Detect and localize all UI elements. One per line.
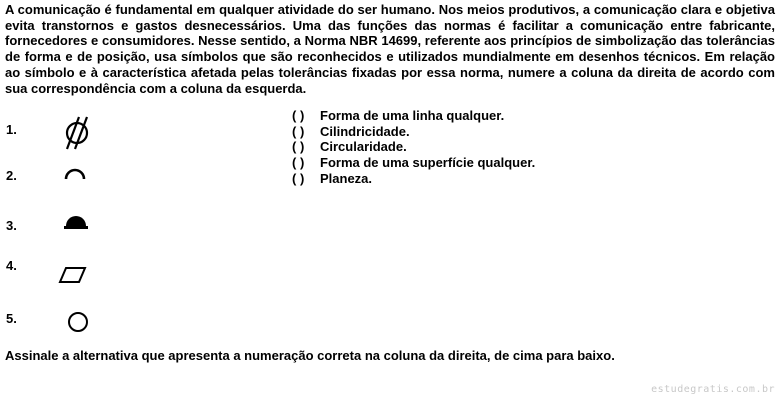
question-instruction: Assinale a alternativa que apresenta a numeração correta na coluna da direita, de cima para baixo. [5, 348, 615, 363]
option-paren-3[interactable]: ( ) [292, 139, 305, 155]
option-row-4 [292, 155, 535, 171]
option-row-1 [292, 108, 535, 124]
line-profile-icon [64, 166, 88, 180]
option-paren-4[interactable]: ( ) [292, 155, 305, 171]
item-number-5: 5. [6, 311, 17, 326]
cylindricity-icon [58, 116, 98, 150]
option-text-5: Planeza. [320, 170, 373, 186]
surface-profile-icon [63, 213, 89, 231]
option-row-5 [292, 171, 535, 187]
option-text-2: Cilindricidade. [320, 123, 410, 139]
item-number-3: 3. [6, 218, 17, 233]
option-text-1: Forma de uma linha qualquer. [320, 108, 505, 123]
option-paren-5[interactable]: ( ) [292, 170, 305, 186]
option-paren-1[interactable]: ( ) [292, 108, 305, 123]
item-number-1: 1. [6, 122, 17, 137]
flatness-icon [58, 266, 88, 284]
item-number-4: 4. [6, 258, 17, 273]
option-text-4: Forma de uma superfície qualquer. [320, 155, 536, 171]
option-row-2 [292, 124, 535, 140]
option-text-3: Circularidade. [320, 139, 407, 155]
circularity-icon [66, 310, 90, 334]
right-column-options [292, 108, 535, 187]
option-row-3 [292, 139, 535, 155]
watermark: estudegratis.com.br [651, 384, 775, 395]
option-paren-2[interactable]: ( ) [292, 123, 305, 139]
item-number-2: 2. [6, 168, 17, 183]
question-paragraph: A comunicação é fundamental em qualquer atividade do ser humano. Nos meios produtivos, a comunicação clara e objetiva evita transtornos e gastos desnecessários. Uma das funções das normas é facilitar a comunicação entre fabricante, fornecedores e consumidores. Nesse sentido, a Norma NBR 14699, referente aos princípios de simbolização das tolerâncias de forma e de posição, usa símbolos que são reconhecidos e utilizados mundialmente em desenhos técnicos. Em relação ao símbolo e à característica afetada pelas tolerâncias fixadas por essa norma, numere a coluna da direita de acordo com sua correspondência com a coluna da esquerda. [5, 2, 775, 96]
